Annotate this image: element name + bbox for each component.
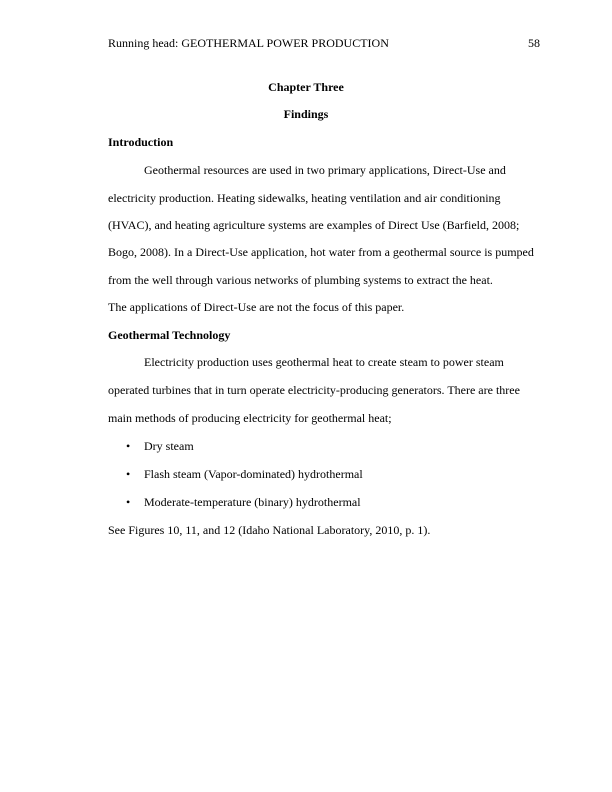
bullet-item-binary: Moderate-temperature (binary) hydrothermal <box>144 495 361 509</box>
running-head: Running head: GEOTHERMAL POWER PRODUCTION <box>108 36 389 50</box>
introduction-line: Geothermal resources are used in two primary applications, Direct-Use and <box>144 163 506 177</box>
introduction-line: Bogo, 2008). In a Direct-Use application, hot water from a geothermal source is pumped <box>108 245 534 259</box>
bullet-item-dry-steam: Dry steam <box>144 439 194 453</box>
figures-reference: See Figures 10, 11, and 12 (Idaho National Laboratory, 2010, p. 1). <box>108 523 431 537</box>
geothermal-line: operated turbines that in turn operate electricity-producing generators. There are three <box>108 383 520 397</box>
page-number: 58 <box>528 36 540 50</box>
geothermal-line: main methods of producing electricity for geothermal heat; <box>108 411 392 425</box>
introduction-line: from the well through various networks of plumbing systems to extract the heat. <box>108 273 493 287</box>
bullet-icon: • <box>126 439 131 453</box>
introduction-line: electricity production. Heating sidewalks, heating ventilation and air conditioning <box>108 191 501 205</box>
bullet-item-flash-steam: Flash steam (Vapor-dominated) hydrothermal <box>144 467 363 481</box>
geothermal-line: Electricity production uses geothermal heat to create steam to power steam <box>144 355 504 369</box>
introduction-heading: Introduction <box>108 135 174 149</box>
chapter-title: Chapter Three <box>268 80 344 94</box>
introduction-line: The applications of Direct-Use are not the focus of this paper. <box>108 300 405 314</box>
introduction-line: (HVAC), and heating agriculture systems are examples of Direct Use (Barfield, 2008; <box>108 218 520 232</box>
geothermal-technology-heading: Geothermal Technology <box>108 328 231 342</box>
bullet-icon: • <box>126 467 131 481</box>
chapter-subtitle: Findings <box>283 107 329 121</box>
bullet-icon: • <box>126 495 131 509</box>
